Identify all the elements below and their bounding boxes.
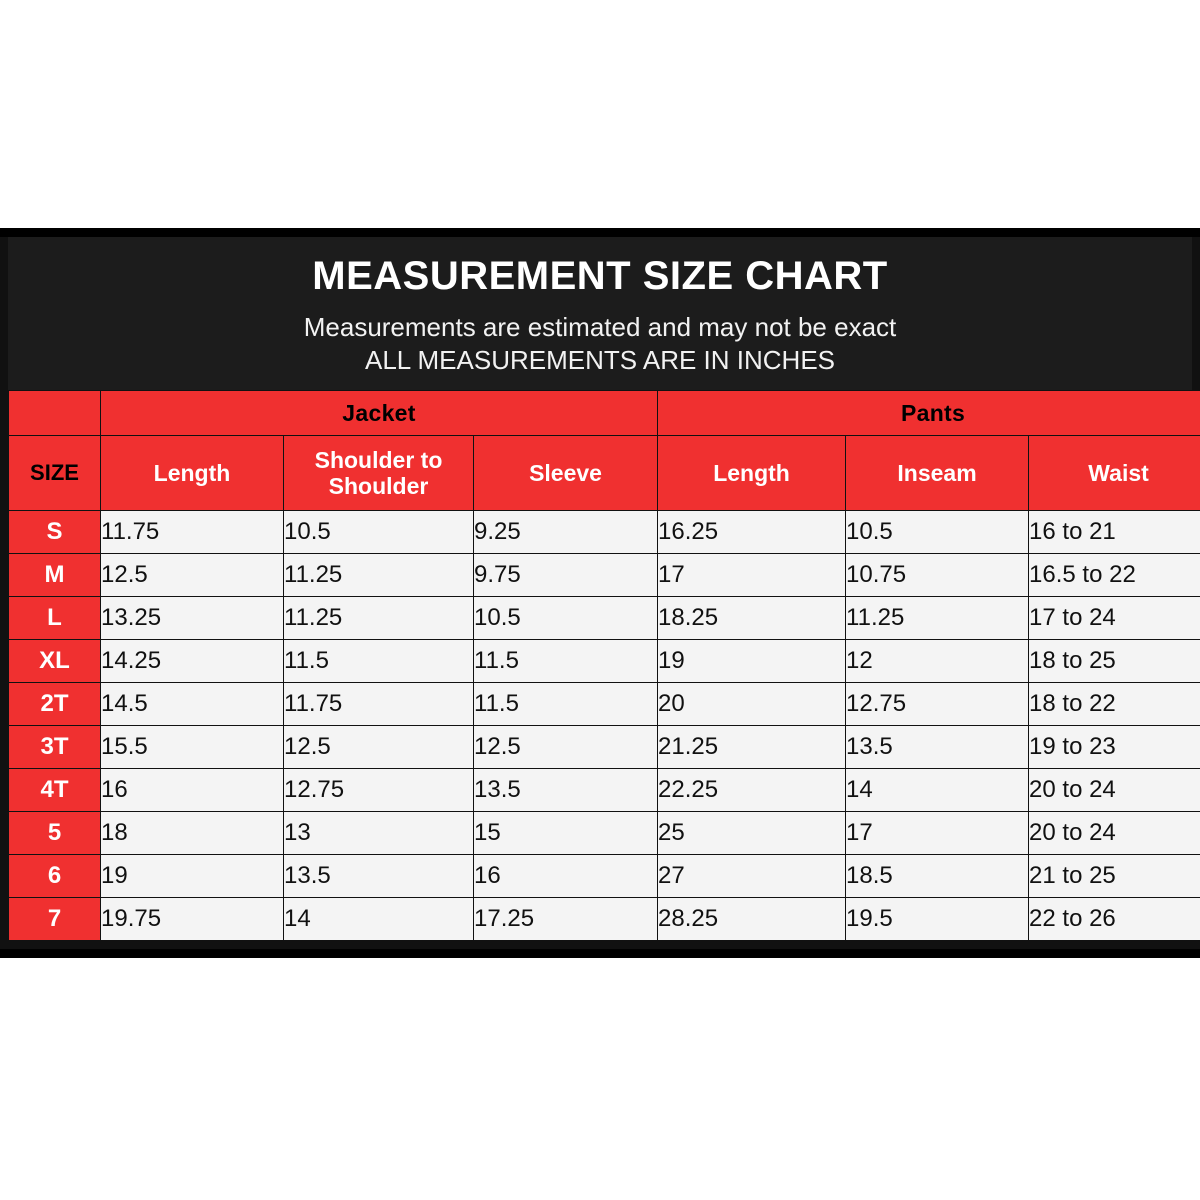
table-row (9, 554, 1200, 597)
row-size-label: M (9, 554, 101, 597)
cell-pants-inseam: 13.5 (846, 726, 1029, 769)
measurement-table (8, 390, 1200, 941)
cell-jacket-length: 14.5 (101, 683, 284, 726)
row-size-label: XL (9, 640, 101, 683)
table-row (9, 683, 1200, 726)
cell-jacket-shoulder: 13 (284, 812, 474, 855)
table-head (9, 391, 1200, 511)
cell-pants-length: 27 (658, 855, 846, 898)
cell-jacket-sleeve: 16 (474, 855, 658, 898)
row-size-label: 2T (9, 683, 101, 726)
row-size-label: 6 (9, 855, 101, 898)
cell-pants-length: 16.25 (658, 511, 846, 554)
cell-jacket-sleeve: 13.5 (474, 769, 658, 812)
cell-pants-inseam: 12 (846, 640, 1029, 683)
cell-pants-length: 18.25 (658, 597, 846, 640)
cell-pants-inseam: 14 (846, 769, 1029, 812)
row-size-label: 5 (9, 812, 101, 855)
cell-jacket-length: 12.5 (101, 554, 284, 597)
table-body (9, 511, 1200, 941)
cell-pants-waist: 22 to 26 (1029, 898, 1200, 941)
group-header-row (9, 391, 1200, 436)
cell-jacket-shoulder: 11.25 (284, 554, 474, 597)
cell-jacket-sleeve: 10.5 (474, 597, 658, 640)
cell-jacket-length: 11.75 (101, 511, 284, 554)
group-header-pants: Pants (658, 391, 1200, 436)
cell-jacket-sleeve: 9.75 (474, 554, 658, 597)
cell-jacket-sleeve: 17.25 (474, 898, 658, 941)
column-header-jacket-shoulder: Shoulder to Shoulder (284, 436, 474, 511)
table-row (9, 855, 1200, 898)
cell-jacket-sleeve: 11.5 (474, 683, 658, 726)
cell-pants-waist: 21 to 25 (1029, 855, 1200, 898)
cell-jacket-length: 18 (101, 812, 284, 855)
cell-jacket-length: 15.5 (101, 726, 284, 769)
cell-pants-length: 22.25 (658, 769, 846, 812)
cell-jacket-shoulder: 12.75 (284, 769, 474, 812)
cell-jacket-shoulder: 13.5 (284, 855, 474, 898)
row-size-label: 4T (9, 769, 101, 812)
cell-pants-inseam: 17 (846, 812, 1029, 855)
cell-pants-inseam: 19.5 (846, 898, 1029, 941)
table-row (9, 597, 1200, 640)
cell-jacket-shoulder: 12.5 (284, 726, 474, 769)
cell-jacket-length: 13.25 (101, 597, 284, 640)
cell-jacket-shoulder: 10.5 (284, 511, 474, 554)
column-header-pants-inseam: Inseam (846, 436, 1029, 511)
cell-pants-inseam: 10.75 (846, 554, 1029, 597)
cell-pants-length: 28.25 (658, 898, 846, 941)
cell-jacket-shoulder: 14 (284, 898, 474, 941)
cell-jacket-length: 16 (101, 769, 284, 812)
cell-pants-waist: 20 to 24 (1029, 812, 1200, 855)
cell-jacket-sleeve: 12.5 (474, 726, 658, 769)
chart-subtitle-2: ALL MEASUREMENTS ARE IN INCHES (364, 344, 836, 375)
table-row (9, 511, 1200, 554)
cell-pants-waist: 16 to 21 (1029, 511, 1200, 554)
table-row (9, 812, 1200, 855)
cell-pants-inseam: 12.75 (846, 683, 1029, 726)
measurement-size-chart (0, 228, 1200, 958)
cell-jacket-shoulder: 11.25 (284, 597, 474, 640)
cell-pants-waist: 16.5 to 22 (1029, 554, 1200, 597)
column-header-pants-waist: Waist (1029, 436, 1200, 511)
column-header-jacket-sleeve: Sleeve (474, 436, 658, 511)
column-header-row (9, 436, 1200, 511)
row-size-label: 3T (9, 726, 101, 769)
cell-jacket-length: 14.25 (101, 640, 284, 683)
cell-pants-waist: 18 to 22 (1029, 683, 1200, 726)
chart-subtitle-1: Measurements are estimated and may not be exact (303, 312, 897, 342)
cell-pants-waist: 18 to 25 (1029, 640, 1200, 683)
cell-jacket-shoulder: 11.75 (284, 683, 474, 726)
cell-jacket-shoulder: 11.5 (284, 640, 474, 683)
cell-pants-waist: 19 to 23 (1029, 726, 1200, 769)
table-row (9, 640, 1200, 683)
cell-pants-waist: 20 to 24 (1029, 769, 1200, 812)
cell-pants-inseam: 18.5 (846, 855, 1029, 898)
table-row (9, 726, 1200, 769)
cell-jacket-length: 19.75 (101, 898, 284, 941)
cell-jacket-sleeve: 15 (474, 812, 658, 855)
cell-jacket-sleeve: 11.5 (474, 640, 658, 683)
cell-pants-waist: 17 to 24 (1029, 597, 1200, 640)
cell-pants-length: 17 (658, 554, 846, 597)
cell-pants-inseam: 11.25 (846, 597, 1029, 640)
column-header-jacket-length: Length (101, 436, 284, 511)
cell-pants-length: 25 (658, 812, 846, 855)
chart-header (8, 237, 1192, 390)
table-row (9, 898, 1200, 941)
column-header-size: SIZE (9, 436, 101, 511)
cell-jacket-sleeve: 9.25 (474, 511, 658, 554)
column-header-pants-length: Length (658, 436, 846, 511)
table-row (9, 769, 1200, 812)
page-title: MEASUREMENT SIZE CHART (312, 254, 888, 298)
cell-pants-length: 19 (658, 640, 846, 683)
cell-pants-inseam: 10.5 (846, 511, 1029, 554)
cell-pants-length: 20 (658, 683, 846, 726)
cell-pants-length: 21.25 (658, 726, 846, 769)
row-size-label: L (9, 597, 101, 640)
row-size-label: S (9, 511, 101, 554)
row-size-label: 7 (9, 898, 101, 941)
cell-jacket-length: 19 (101, 855, 284, 898)
group-header-spacer (9, 391, 101, 436)
group-header-jacket: Jacket (101, 391, 658, 436)
